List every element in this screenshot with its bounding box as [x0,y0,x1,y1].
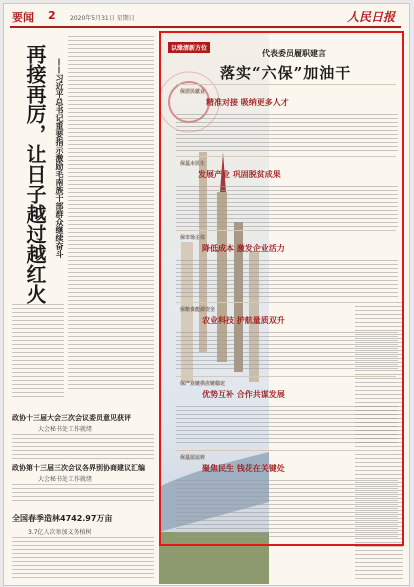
row-title-2: 发展产业 巩固脱贫成果 [198,169,281,179]
lead-column [10,34,156,584]
lead-subtitle: ——习近平总书记重要指示激励毛南族干部群众继续奋斗 [55,58,64,258]
brief-sub-2: 大会秘书处工作就绪 [38,476,93,483]
row-body-5 [176,406,398,446]
brief-sub-1: 大会秘书处工作就绪 [38,426,93,433]
brief-body-3 [12,537,154,579]
section-divider [176,156,396,157]
brief-title-1: 政协十三届大会三次会议委员意见获评 [12,414,131,422]
masthead-logo: 人民日报 [346,10,395,24]
newspaper-page [3,3,410,586]
row-head-2: 保基本民生 [180,161,206,167]
feature-title: 落实“六保”加油干 [220,64,352,82]
section-name: 要闻 [12,11,34,24]
row-body-3 [176,260,398,300]
row-title-3: 降低成本 激发企业活力 [202,243,285,253]
brief-body-2 [12,484,154,504]
issue-date: 2020年5月31日 星期日 [70,15,135,22]
page-number: 2 [48,9,56,22]
brief-title-3: 全国春季造林4742.97万亩 [12,514,113,523]
row-body-4 [176,332,398,372]
lead-body-text-2 [12,304,64,399]
row-title-5: 优势互补 合作共谋发展 [202,389,285,399]
page-header [4,4,409,28]
brief-title-2: 政协第十三届三次会议各界别协商建议汇编 [12,464,145,472]
lead-title: 再接再厉，让日子越过越红火 [23,44,47,304]
row-head-1: 保居民就业 [180,89,206,95]
feature-kicker: 以缘清新方位 [168,42,210,53]
brief-body-1 [12,434,154,460]
section-divider [176,230,396,231]
lead-body-text [68,36,154,391]
row-body-1 [176,114,398,154]
header-rule [10,26,401,28]
row-head-5: 保产业链供应链稳定 [180,381,226,387]
row-body-2 [176,186,398,228]
row-head-4: 保粮食能源安全 [180,307,216,313]
row-head-3: 保市场主体 [180,235,206,241]
section-divider [176,84,396,85]
section-divider [176,450,396,451]
feature-subtitle: 代表委员履职建言 [262,49,326,58]
row-title-1: 精准对接 吸纳更多人才 [206,97,289,107]
row-title-6: 聚焦民生 钱花在关键处 [202,463,285,473]
brief-sub-3: 3.7亿人次参加义务植树 [28,529,92,536]
section-divider [176,376,396,377]
row-head-6: 保基层运转 [180,455,206,461]
row-body-6 [176,480,398,538]
section-divider [176,302,396,303]
row-title-4: 农业科技 护航量质双升 [202,315,285,325]
